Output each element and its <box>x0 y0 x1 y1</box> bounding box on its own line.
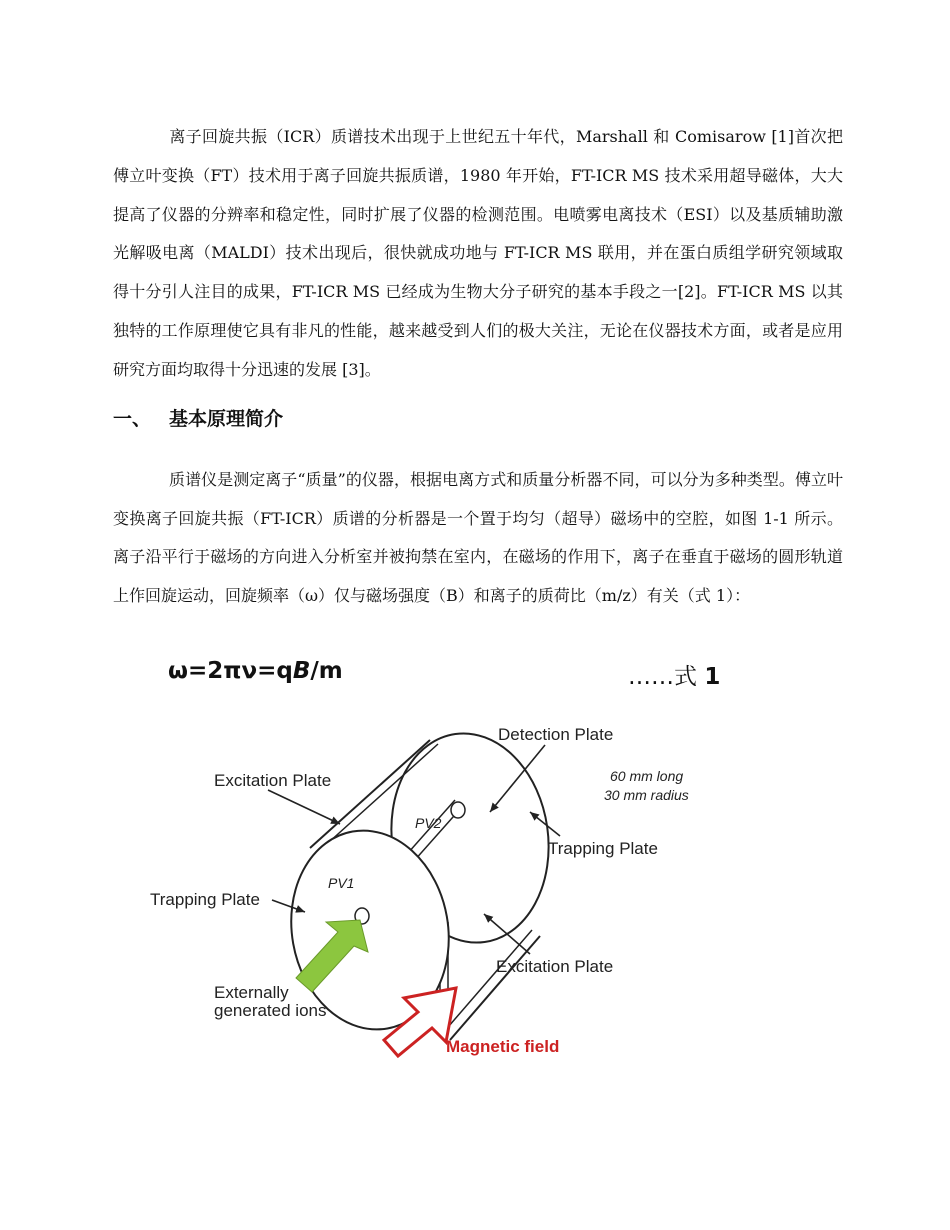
ions-label-line1: Externally <box>214 983 289 1002</box>
principle-paragraph-text: 质谱仪是测定离子“质量”的仪器，根据电离方式和质量分析器不同，可以分为多种类型。傅立叶变换离子回旋共振（FT-ICR）质谱的分析器是一个置于均匀（超导）磁场中的空腔，如图 1-1 所示。离子沿平行于磁场的方向进入分析室并被拘禁在室内，在磁场的作用下，离子在垂直于磁场的圆形轨道上作回旋运动，回旋频率（ω）仅与磁场强度（B）和离子的质荷比（m/z）有关（式 1）： <box>113 470 843 605</box>
formula <box>168 658 343 684</box>
trapping-plate-left-label: Trapping Plate <box>150 890 260 909</box>
magnetic-field-label: Magnetic field <box>446 1037 560 1056</box>
detection-plate-pointer <box>490 745 545 812</box>
section-title: 基本原理简介 <box>169 408 284 430</box>
dimension-radius-label: 30 mm radius <box>604 787 689 803</box>
excitation-plate-top-pointer <box>268 790 340 824</box>
section-heading <box>113 402 283 436</box>
formula-label <box>628 658 720 691</box>
formula-lhs: ω=2πν=q <box>168 658 293 684</box>
pv2-hole <box>451 802 465 818</box>
cylinder-bottom-line-inner <box>442 930 532 1034</box>
icr-cell-figure <box>0 700 950 1080</box>
pv2-label: PV2 <box>415 815 442 831</box>
section-number: 一、 <box>113 408 152 430</box>
formula-label-number: 1 <box>704 664 721 690</box>
excitation-plate-bottom-label: Excitation Plate <box>496 957 614 976</box>
pv1-label: PV1 <box>328 875 355 891</box>
formula-rhs: /m <box>310 658 343 684</box>
principle-paragraph <box>113 461 843 615</box>
ions-label-line2: generated ions <box>214 1001 327 1020</box>
intro-paragraph-text: 离子回旋共振（ICR）质谱技术出现于上世纪五十年代，Marshall 和 Comisarow [1]首次把傅立叶变换（FT）技术用于离子回旋共振质谱，1980 年开始，FT-ICR MS 技术采用超导磁体，大大提高了仪器的分辨率和稳定性，同时扩展了仪器的检测范围。电喷雾电离技术（ESI）以及基质辅助激光解吸电离（MALDI）技术出现后，很快就成功地与 FT-ICR MS 联用，并在蛋白质组学研究领域取得十分引人注目的成果，FT-ICR MS 已经成为生物大分子研究的基本手段之一[2]。FT-ICR MS 以其独特的工作原理使它具有非凡的性能，越来越受到人们的极大关注，无论在仪器技术方面，或者是应用研究方面均取得十分迅速的发展 [3]。 <box>113 127 843 379</box>
formula-label-prefix: ……式 <box>628 664 705 690</box>
dimension-length-label: 60 mm long <box>610 768 684 784</box>
excitation-plate-top-label: Excitation Plate <box>214 771 332 790</box>
formula-b: B <box>292 658 311 684</box>
detection-plate-label: Detection Plate <box>498 725 614 744</box>
trapping-plate-right-label: Trapping Plate <box>548 839 658 858</box>
intro-paragraph <box>113 118 843 390</box>
